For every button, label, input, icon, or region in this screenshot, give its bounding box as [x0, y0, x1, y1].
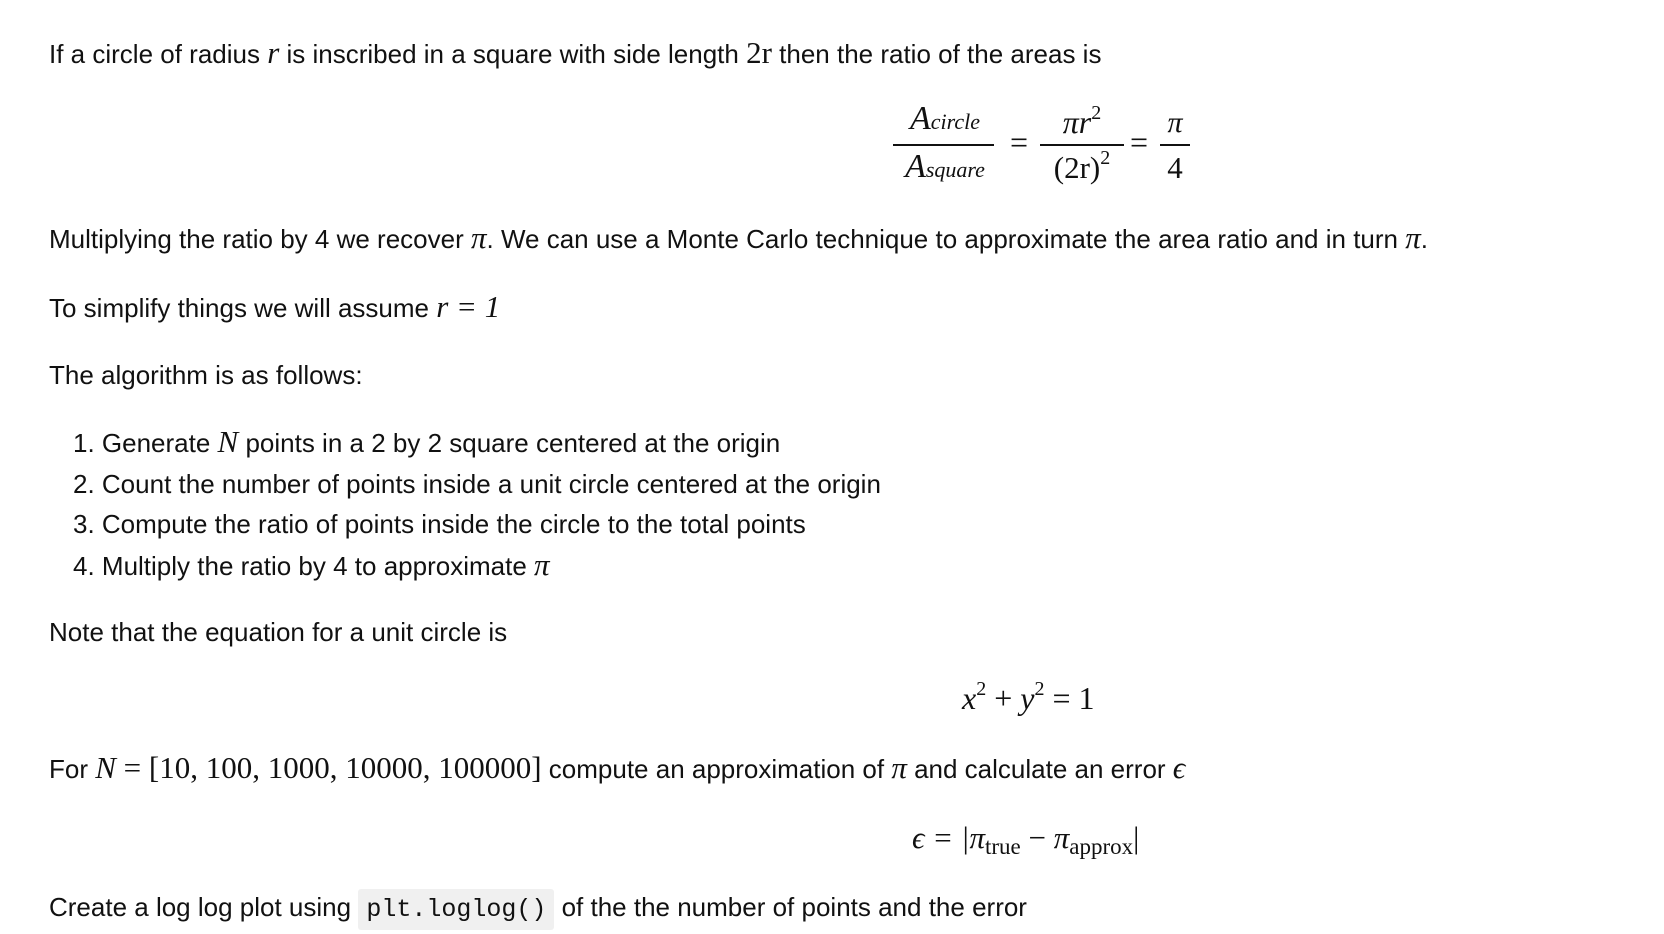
equals-sign: =: [1009, 124, 1029, 160]
pi-numerator: π: [1167, 106, 1183, 139]
unit-circle-equation: $x^2 + y^2 = 1$: [962, 678, 1095, 716]
assumption-paragraph: To simplify things we will assume r = 1: [49, 289, 501, 324]
list-item: 1. Generate N points in a 2 by 2 square centered at the origin: [73, 424, 781, 459]
algorithm-heading: The algorithm is as follows:: [49, 360, 363, 390]
fraction-bar: [893, 144, 994, 146]
plot-instruction-paragraph: Create a log log plot using plt.loglog() of the the number of points and the error: [49, 890, 1027, 927]
middle-denominator: $(2r)^2$: [1053, 147, 1111, 185]
middle-numerator: $\pi r^2$: [1062, 102, 1102, 140]
algorithm-steps: [49, 422, 881, 586]
radius-symbol: r: [267, 35, 280, 70]
fraction-bar: [1160, 144, 1190, 146]
equals-sign: =: [1129, 124, 1149, 160]
list-item: 3. Compute the ratio of points inside the circle to the total points: [73, 509, 806, 539]
intro-paragraph: If a circle of radius r is inscribed in a square with side length 2r then the ratio of the areas is: [49, 35, 1102, 70]
four-denominator: 4: [1167, 150, 1183, 185]
ratio-numerator: Acircle: [909, 100, 981, 137]
list-item: 4. Multiply the ratio by 4 to approximate π: [73, 546, 550, 582]
side-length-expr: 2r: [746, 35, 772, 70]
loglog-code: plt.loglog(): [358, 889, 554, 930]
task-paragraph: For N = [10, 100, 1000, 10000, 100000] compute an approximation of π and calculate an error ϵ: [49, 750, 1186, 785]
monte-carlo-paragraph: Multiplying the ratio by 4 we recover π. We can use a Monte Carlo technique to approximate the area ratio and in turn π.: [49, 220, 1428, 255]
unit-circle-note: Note that the equation for a unit circle is: [49, 617, 508, 647]
ratio-denominator: Asquare: [905, 148, 985, 185]
list-item: 2. Count the number of points inside a unit circle centered at the origin: [73, 468, 881, 499]
error-equation: ϵ = |πtrue − πapprox|: [912, 820, 1140, 859]
fraction-bar: [1040, 144, 1124, 146]
